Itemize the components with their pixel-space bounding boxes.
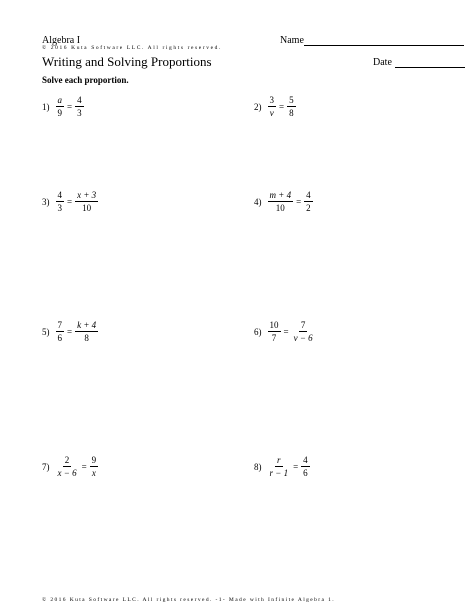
numerator: 2 [64, 455, 70, 465]
right-fraction [304, 190, 313, 213]
problem-3 [42, 190, 99, 213]
problem-7 [42, 455, 99, 478]
equals-sign: = [67, 196, 73, 207]
problem-number: 2) [254, 101, 262, 112]
numerator: 4 [303, 455, 308, 465]
equals-sign: = [81, 461, 87, 472]
problem-4 [254, 190, 314, 213]
left-fraction [56, 190, 65, 213]
problem-number: 7) [42, 461, 50, 472]
numerator: 10 [269, 320, 279, 330]
equals-sign: = [296, 196, 302, 207]
left-fraction [268, 320, 281, 343]
equals-sign: = [67, 326, 73, 337]
left-fraction [56, 95, 65, 118]
problem-8 [254, 455, 311, 478]
left-fraction [56, 320, 65, 343]
right-fraction [292, 320, 315, 343]
denominator: 2 [306, 203, 311, 213]
numerator: 3 [269, 95, 274, 105]
name-blank-line [304, 45, 464, 46]
right-fraction [301, 455, 310, 478]
denominator: 10 [275, 203, 285, 213]
denominator: v − 6 [293, 333, 313, 343]
problem-5 [42, 320, 99, 343]
numerator: 9 [91, 455, 97, 465]
numerator: 4 [306, 190, 311, 200]
left-fraction [268, 190, 294, 213]
right-fraction [90, 455, 99, 478]
footer-notice: © 2016 Kuta Software LLC. All rights reserved. -1- Made with Infinite Algebra 1. [42, 597, 336, 603]
denominator: x [91, 468, 96, 478]
equals-sign: = [293, 461, 299, 472]
denominator: v [269, 108, 274, 118]
denominator: 8 [289, 108, 294, 118]
problem-number: 8) [254, 461, 262, 472]
denominator: r − 1 [269, 468, 289, 478]
denominator: 9 [57, 108, 62, 118]
left-fraction [268, 95, 277, 118]
problem-number: 3) [42, 196, 50, 207]
problem-2 [254, 95, 297, 118]
right-fraction [75, 320, 98, 343]
problem-number: 5) [42, 326, 50, 337]
copyright-notice: © 2016 Kuta Software LLC. All rights reserved. [42, 45, 222, 51]
instructions: Solve each proportion. [42, 75, 129, 85]
equals-sign: = [67, 101, 73, 112]
worksheet-title: Writing and Solving Proportions [42, 54, 212, 69]
numerator: k + 4 [77, 320, 97, 330]
equals-sign: = [283, 326, 289, 337]
denominator: 6 [57, 333, 62, 343]
denominator: 6 [303, 468, 308, 478]
left-fraction [268, 455, 291, 478]
numerator: 4 [57, 190, 62, 200]
numerator: r [277, 455, 281, 465]
equals-sign: = [279, 101, 285, 112]
course-name: Algebra I [42, 35, 81, 46]
numerator: a [57, 95, 62, 105]
date-blank-line [395, 67, 465, 68]
numerator: 7 [300, 320, 306, 330]
problem-number: 1) [42, 101, 50, 112]
numerator: m + 4 [269, 190, 292, 200]
problem-6 [254, 320, 316, 343]
right-fraction [287, 95, 296, 118]
problem-number: 6) [254, 326, 262, 337]
denominator: 3 [77, 108, 82, 118]
denominator: 10 [82, 203, 92, 213]
denominator: 7 [271, 333, 277, 343]
right-fraction [75, 190, 98, 213]
numerator: 5 [289, 95, 294, 105]
numerator: x + 3 [77, 190, 97, 200]
problem-number: 4) [254, 196, 262, 207]
right-fraction [75, 95, 84, 118]
numerator: 4 [77, 95, 82, 105]
denominator: 8 [84, 333, 89, 343]
problem-1 [42, 95, 85, 118]
denominator: x − 6 [57, 468, 77, 478]
name-label: Name [280, 35, 304, 46]
numerator: 7 [57, 320, 62, 330]
left-fraction [56, 455, 79, 478]
denominator: 3 [57, 203, 62, 213]
date-label: Date [373, 57, 392, 68]
